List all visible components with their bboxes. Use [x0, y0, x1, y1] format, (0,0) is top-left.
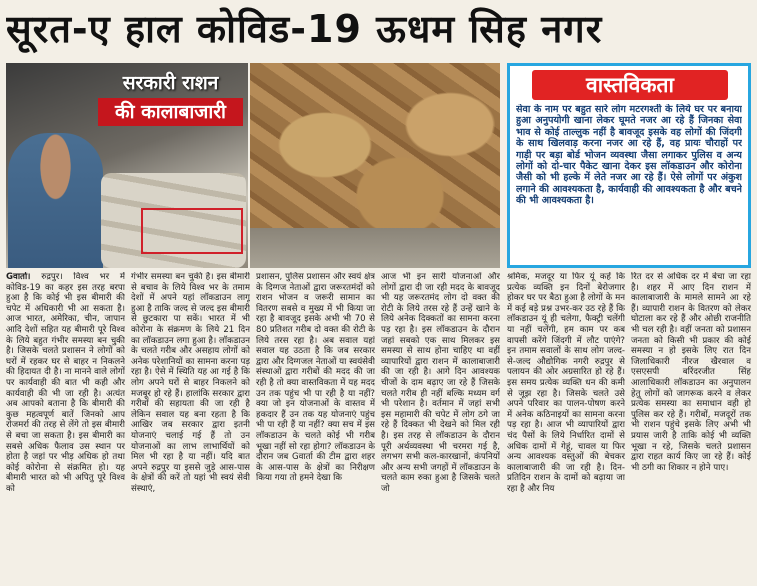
column-text: रुद्रपुर। विश्व भर में कोविड-19 का कहर इस तरह बरपा हुआ है कि कोई भी इस बीमारी की चपेट में अधिकारी भी आ सकता है। आज भारत, अमेरिका, चीन, जापान आदि देशों सहित यह बीमारी पूरे विश्व के लिये बहुत गंभीर समस्या बन चुकी है। जिसके चलते प्रशासन ने लोगों को घरों में रहकर घर से बाहर न निकलने की हिदायत दी है। ना मानने वाले लोगों पर कार्यवाही की बात भी कही और कार्यवाही की भी जा रही है। अत्यंत अब आपको बताना है कि बीमारी की कुछ महत्वपूर्ण बातें जिनको आप रोजमर्रा की तरह से लेंगे तो इस बीमारी से बचा जा सकता है। इस बीमारी का सबसे अधिक फैलाव उस स्थान पर होता है जहां पर भीड़ अधिक हो तथा कोई कोरोना से संक्रमित हो। यह बीमारी भारत को भी अपितु पूरे विश्व को: [6, 272, 125, 494]
grain-sacks-photo: [250, 63, 500, 268]
photo-overlay-subtitle: की कालाबाजारी: [98, 98, 243, 126]
photo-overlay-title: सरकारी राशन: [122, 72, 219, 94]
article-column-4: [381, 272, 500, 582]
column-text: श्रमिक, मजदूर या फिर यूं कहें कि प्रत्येक व्यक्ति इन दिनों बेरोजगार होकर घर पर बैठा हुआ है लोगों के मन में कई बड़े प्रश्न उभर-कर उठ रहे हैं कि लॉकडाउन यूं ही चलेगा, फैक्ट्री चलेंगी या नहीं चलेंगी, हम काम पर कब वापसी करेंगे जिंदगी में लौट पाएंगे? इन तमाम सवालों के साथ लोग जल्द-से-जल्द औद्योगिक नगरी रुद्रपुर से पलायन की ओर अग्रसारित हो रहे हैं। इस समय प्रत्येक व्यक्ति धन की कमी से जूझ रहा है। जिसके चलते उसे अपने परिवार का पालन-पोषण करने में अनेक कठिनाइयों का सामना करना पड़ रहा है। आज भी व्यापारियों द्वारा चंद पैसों के लिये निर्धारित दामों से अधिक दामों में गेहूं, चावल या फिर अन्य आवश्यक वस्तुओं की बेचकर कालाबाजारी की जा रही है। दिन-प्रतिदिन राशन के दामों को बढ़ाया जा रहा है और निय: [507, 272, 625, 494]
column-text: प्रशासन, पुलिस प्रशासन और स्वयं क्षेत्र के दिग्गज नेताओं द्वारा जरूरतमंदों को राशन भोजन व जरूरी सामान का वितरण सबसे व मुख्य में भी किया जा रहा है बावजूद इसके अभी भी 70 से 80 प्रतिशत गरीब दो वक्त की रोटी के लिये तरस रहा है। अब सवाल यहां सवाल यह उठता है कि जब सरकार द्वारा और दिग्गजल नेताओं या स्वयंसेवी संस्थाओं द्वारा गरीबों की मदद की जा रही है तो क्या वास्तविकता में यह मदद उन तक पहुंच भी पा रही है या नहीं? क्या जो इन योजनाओं के वास्तव में हकदार हैं उन तक यह योजनाएं पहुंच भी पा रही हैं या नहीं? क्या सच में इस लॉकडाउन के चलते कोई भी गरीब भूखा नहीं सो रहा होगा? लॉकडाउन के दौरान जब Gवार्ता की टीम द्वारा शहर के आस-पास के क्षेत्रों का निरीक्षण किया गया तो हमने देखा कि: [256, 272, 375, 484]
column-text: आज भी इन सारी योजनाओं और लोगों द्वारा दी जा रही मदद के बावजूद भी यह जरूरतमंद लोग दो वक्त की रोटी के लिये तरस रहे हैं उन्हें खाने के लिये अनेक दिक्कतों का सामना करना पड़ रहा है। इस लॉकडाउन के दौरान जहां सबको एक साथ मिलकर इस समस्या से साथ होना चाहिए था वहीं व्यापारियों द्वारा राशन में कालाबाजारी की जा रही है। आगे दिन आवश्यक चीजों के दाम बढ़ाए जा रहे हैं जिसके चलते गरीब ही नहीं बल्कि मध्यम वर्ग भी परेशान है। वर्तमान में जहां सभी इस महामारी की चपेट में लोग ठगे जा रहे हैं दिक्कत भी देखने को मिल रही है। इस तरह से लॉकडाउन के दौरान पूरी अर्थव्यवस्था भी चरमरा गई है, लगभग सभी कल-कारखानों, कंपनियों और अन्य सभी जगहों में लॉकडाउन के चलते काम रुका हुआ है जिसके चलते जो: [381, 272, 500, 494]
article-column-6: [631, 272, 751, 582]
man-figure: [8, 133, 103, 268]
column-text: गंभीर समस्या बन चुकी है। इस बीमारी से बचाव के लिये विश्व भर के तमाम देशों में अपने यहां लॉकडाउन लागू हुआ है ताकि जल्द से जल्द इस बीमारी से छुटकारा पा सकें। भारत में भी कोरोना के संक्रमण के लिये 21 दिन का लॉकडाउन लगा हुआ है। लॉकडाउन के चलते गरीब और असहाय लोगों को अनेक परेशानियों का सामना करना पड़ रहा है। ऐसे में स्थिति यह आ गई है कि लोग अपने घरों से बाहर निकलने को मजबूर हो रहे हैं। हालांकि सरकार द्वारा गरीबों की सहायता की जा रही है लेकिन सवाल यह बना रहता है कि आखिर जब सरकार द्वारा इतनी योजनाएं चलाई गई हैं तो उन योजनाओं का लाभ लाभार्थियों को मिल भी रहा है या नहीं। यदि बात अपने रुद्रपुर या इससे जुड़े आस-पास के क्षेत्रों की करें तो यहां भी स्वयं सेवी संस्थाएं,: [131, 272, 250, 494]
sidebar-title: वास्तविकता: [532, 70, 728, 100]
warehouse-floor: [250, 228, 500, 268]
highlight-box: [141, 208, 243, 254]
article-column-1: [6, 272, 125, 582]
dateline: Gवार्ता।: [6, 272, 31, 282]
article-column-2: [131, 272, 250, 582]
ration-news-photo: [6, 63, 248, 268]
reality-sidebar: [507, 63, 751, 268]
headline: सूरत-ए हाल कोविड-19 ऊधम सिह नगर: [6, 7, 603, 51]
article-column-5: [507, 272, 625, 582]
article-column-3: [256, 272, 375, 582]
column-text: रित दर से अधिक दर में बेचा जा रहा है। शहर में आए दिन राशन में कालाबाजारी के मामले सामने आ रहे हैं। व्यापारी राशन के वितरण को लेकर घोटाला कर रहे हैं और ओछी राजनीति भी चल रही है। वहीं जनता को प्रशासन जनता को किसी भी प्रकार की कोई समस्या न हो इसके लिए रात दिन जिलाधिकारी नीरज खैरवाल व एसएसपी बरिंदरजीत सिंह आलाधिकारी लॉकडाउन का अनुपालन हेतु लोगों को जागरूक करने व लेकर प्रत्येक समस्या का समाधान वही हो पुलिस कर रहे हैं। गरीबों, मजदूरों तक भी राशन पहुंचे इसके लिए अभी भी प्रयास जारी है ताकि कोई भी व्यक्ति भूखा न रहे, जिसके चलते प्रशासन द्वारा राहत कार्य किए जा रहे हैं। कोई भी ठगी का शिकार न होने पाए।: [631, 272, 751, 473]
sidebar-text: सेवा के नाम पर बहुत सारे लोग मटरगश्ती के लिये घर पर बनाया हुआ अनुपयोगी खाना लेकर घूमते नजर आ रहे हैं जिनका सेवा भाव से कोई ताल्लुक नहीं है बावजूद इसके वह लोगों की जिंदगी के साथ खिलवाड़ करना नजर आ रहे हैं, वह प्रायः चौराहों पर गाड़ी पर बड़ा बोर्ड भोजन व्यवस्था जैसा लगाकर पुलिस व अन्य लोगों को दो-चार पैकेट खाना देकर इस लॉकडाउन और कोरोना जैसी को भी हल्के में लेते नजर आ रहे हैं। ऐसे लोगों पर अंकुश लगाने की आवश्यकता है, कार्यवाही की आवश्यकता है और बचने की भी आवश्यकता है।: [516, 104, 742, 207]
